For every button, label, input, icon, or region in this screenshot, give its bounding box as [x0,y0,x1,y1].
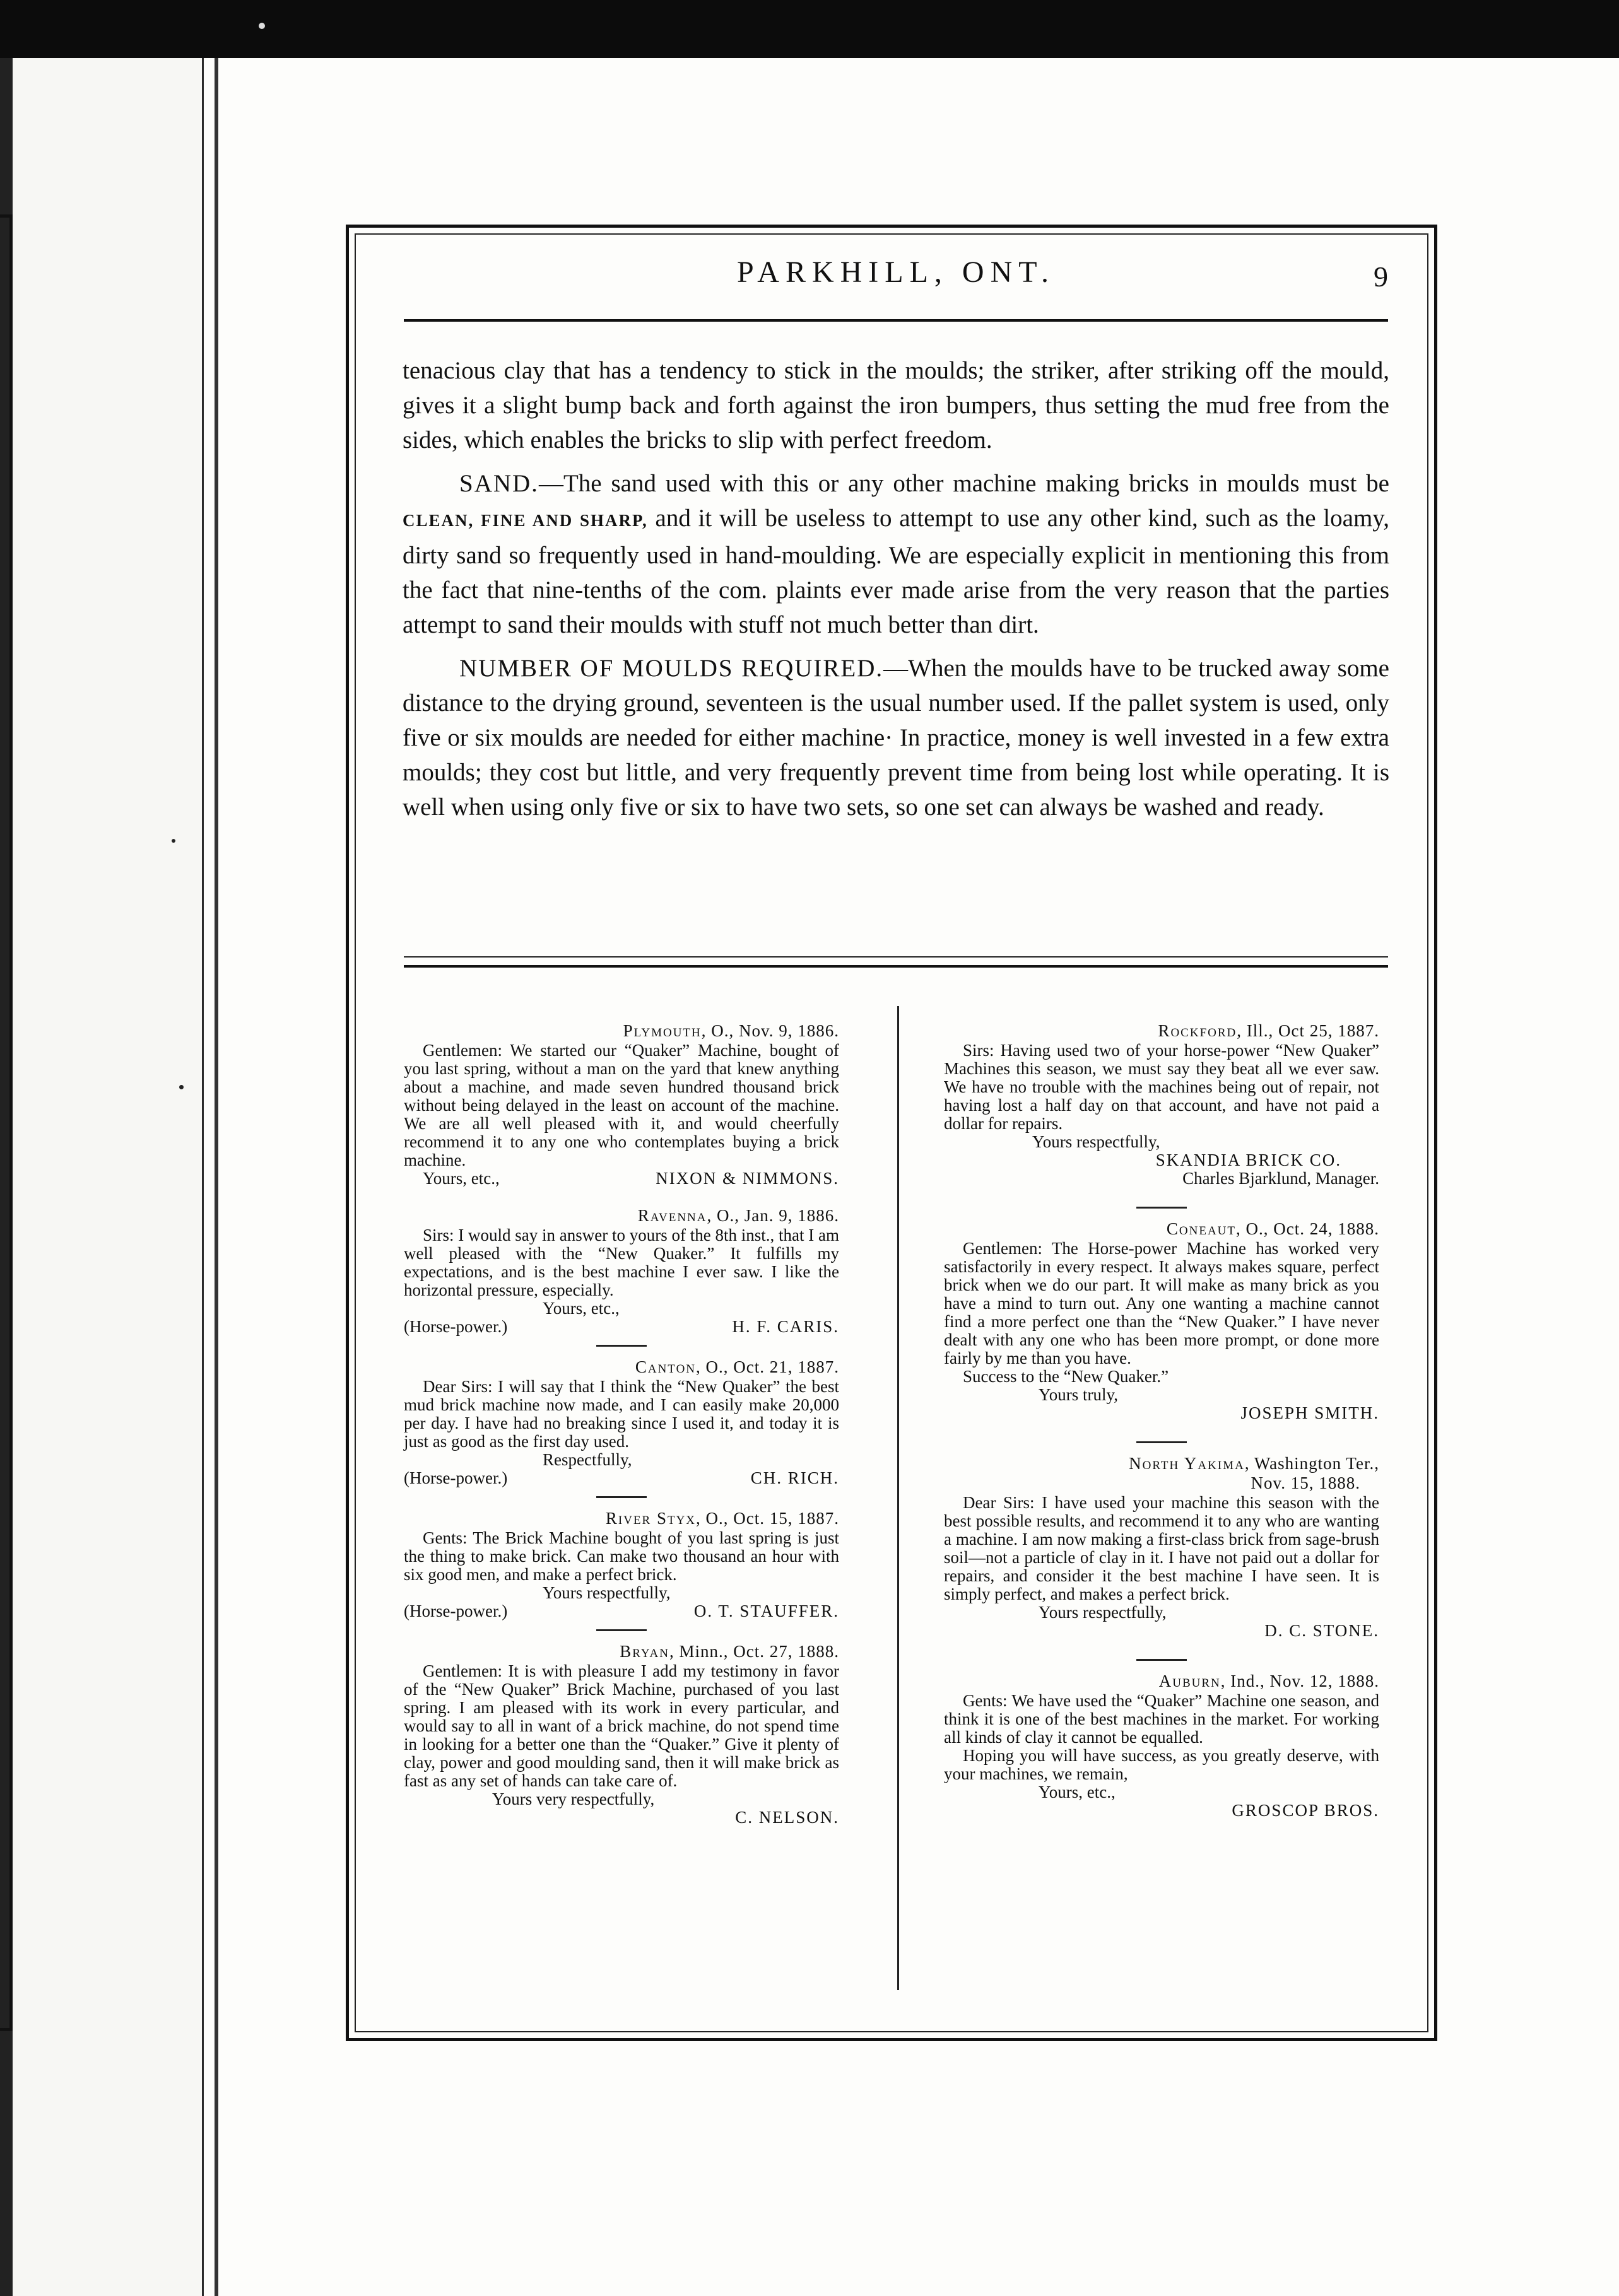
sand-text-b: and it will be useless to attempt to use any other kind, such as the loamy, dirty sand so frequently used in hand-moulding. We are especially explicit in mentioning this from the fact that nine-tenths of the com. plaints ever made arise from the very reason that the parties attempt to sand their moulds with stuff not much better than dirt. [403,505,1389,638]
testimonial [404,1509,839,1620]
testimonial [944,1220,1379,1422]
testimonial [404,1643,839,1827]
page-title: PARKHILL, ONT. [736,255,1055,289]
testimonial-text: Dear Sirs: I have used your machine this season with the best possible results, and recommend it to any who are wanting a machine. I am now making a first-class brick from sage-brush soil—not a particle of clay in it. I have not paid out a dollar for repairs, and consider it the best machine I have seen. It is simply perfect, and makes a perfect brick. [944,1493,1379,1603]
signature-line [404,1169,839,1188]
signer: SKANDIA BRICK CO. [1155,1151,1341,1169]
note: (Horse-power.) [404,1602,508,1620]
signer: JOSEPH SMITH. [1240,1403,1379,1422]
dateline: Coneaut, O., Oct. 24, 1888. [1166,1219,1379,1238]
paragraph-clay: tenacious clay that has a tendency to stick in the moulds; the striker, after striking off the mould, gives it a slight bump back and forth against the iron bumpers, thus setting the mud free from the sides, which enables the bricks to slip with perfect freedom. [403,357,1389,454]
dateline: Plymouth, O., Nov. 9, 1886. [623,1021,839,1040]
closing: Success to the “New Quaker.” [963,1367,1169,1386]
separator-dash [1136,1207,1187,1209]
dateline: North Yakima, Washington Ter., [1129,1454,1379,1473]
testimonial-text: Gents: We have used the “Quaker” Machine one season, and think it is one of the best machines in the market. For working all kinds of clay it cannot be equalled. [944,1691,1379,1747]
signature-line [404,1469,839,1487]
separator-dash [596,1629,647,1631]
testimonial-text: Gentlemen: We started our “Quaker” Machine, bought of you last spring, without a man on the yard that knew anything about a machine, and made seven hundred thousand brick without being delayed in the least on account of the machine. We are all well pleased with it, and would cheerfully recommend it to any one who contemplates buying a brick machine. [404,1041,839,1169]
note: (Horse-power.) [404,1317,508,1336]
testimonial [404,1207,839,1336]
header-rule [404,319,1388,322]
dateline: Canton, O., Oct. 21, 1887. [635,1357,839,1376]
testimonial-text: Gents: The Brick Machine bought of you last spring is just the thing to make brick. Can make two thousand an hour with six good men, and make a perfect brick. [404,1528,839,1584]
testimonial-text: Sirs: I would say in answer to yours of the 8th inst., that I am well pleased with the “New Quaker.” It fulfills my expectations, and is the best machine I ever saw. I like the horizontal pressure, especially. [404,1226,839,1299]
testimonial [944,1022,1379,1188]
signer: D. C. STONE. [1264,1621,1379,1640]
testimonial-text: Gentlemen: It is with pleasure I add my testimony in favor of the “New Quaker” Brick Machine, purchased of you last spring. I am pleased with its work in every particular, and would say to all in want of a brick machine, do not spend time in looking for a better one than the “Quaker.” Give it plenty of clay, power and good moulding sand, then it will make brick as fast as any set of hands can take care of. [404,1661,839,1790]
closing: Yours respectfully, [1032,1132,1160,1151]
testimonial-text-2: Hoping you will have success, as you greatly deserve, with your machines, we remain, [944,1746,1379,1783]
testimonials-right-column [944,1022,1379,1820]
moulds-text: —When the moulds have to be trucked away some distance to the drying ground, seventeen is the usual number used. If the pallet system is used, only five or six moulds are needed for either machine· In practice, money is well invested in a few extra moulds; they cost but little, and very frequently prevent time from being lost while operating. It is well when using only five or six to have two sets, so one set can always be washed and ready. [403,655,1389,821]
signer: H. F. CARIS. [732,1317,839,1336]
signer-title: Charles Bjarklund, Manager. [1182,1169,1379,1188]
body-text [403,353,1389,833]
closing: Yours, etc., [543,1299,620,1318]
sand-text-a: —The sand used with this or any other machine making bricks in moulds must be [538,470,1389,497]
signer: NIXON & NIMMONS. [656,1169,839,1188]
closing-2: Yours truly, [1039,1385,1119,1404]
testimonials-rule-top [404,956,1388,958]
facing-page-edge [13,58,204,2296]
dateline: River Styx, O., Oct. 15, 1887. [605,1509,839,1528]
testimonial-text: Gentlemen: The Horse-power Machine has worked very satisfactorily in every respect. It always makes square, perfect brick when we do our part. It will make as many brick as you have a mind to turn out. Any one wanting a machine cannot find a more perfect one than the “New Quaker.” I have never dealt with any one who has been more prompt, or done more fairly by me than you have. [944,1239,1379,1368]
testimonial-text: Sirs: Having used two of your horse-power “New Quaker” Machines this season, we must say they beat all we ever saw. We have no trouble with the machines being out of repair, not having lost a half day on that account, and have not paid a dollar for repairs. [944,1041,1379,1133]
closing: Yours, etc., [423,1169,500,1188]
book-binding-line [215,58,218,2296]
signer: GROSCOP BROS. [1232,1801,1379,1820]
note: (Horse-power.) [404,1468,508,1487]
dateline: Rockford, Ill., Oct 25, 1887. [1158,1021,1379,1040]
signer: CH. RICH. [750,1468,839,1487]
separator-dash [596,1496,647,1498]
testimonial [944,1455,1379,1640]
signer: C. NELSON. [735,1808,839,1827]
testimonials-rule-bottom [404,965,1388,968]
testimonial [944,1672,1379,1820]
closing: Yours, etc., [1039,1783,1116,1801]
running-head [404,255,1388,305]
scan-top-edge [0,0,1619,58]
facing-page-frame [0,214,13,2031]
testimonial [404,1022,839,1188]
paragraph-moulds [403,651,1389,824]
section-heading-moulds: NUMBER OF MOULDS REQUIRED. [459,655,884,682]
scan-speck [259,23,265,29]
dateline: Auburn, Ind., Nov. 12, 1888. [1158,1672,1379,1690]
separator-dash [1136,1441,1187,1443]
dateline-2: Nov. 15, 1888. [1251,1473,1360,1492]
separator-dash [596,1345,647,1347]
testimonial [404,1358,839,1487]
dateline: Bryan, Minn., Oct. 27, 1888. [620,1642,839,1661]
testimonials-left-column [404,1022,839,1827]
sand-emphasis: CLEAN, FINE AND SHARP, [403,511,648,530]
page-number: 9 [1374,261,1388,293]
signer: O. T. STAUFFER. [693,1602,839,1620]
closing: Yours respectfully, [1039,1603,1167,1622]
dateline: Ravenna, O., Jan. 9, 1886. [637,1206,839,1225]
separator-dash [1136,1659,1187,1661]
spacer [404,1188,839,1207]
closing: Yours respectfully, [543,1583,671,1602]
signature-line [404,1318,839,1336]
closing: Respectfully, [543,1450,632,1469]
testimonial-text: Dear Sirs: I will say that I think the “New Quaker” the best mud brick machine now made, and I can easily make 20,000 per day. I have had no breaking since I used it, and today it is just as good as the first day used. [404,1377,839,1451]
paragraph-sand [403,466,1389,642]
section-heading-sand: SAND. [459,470,539,497]
closing: Yours very respectfully, [492,1789,655,1808]
scan-speck [179,1085,184,1089]
signature-line [404,1602,839,1620]
column-divider [897,1006,899,1990]
scan-speck [172,839,175,843]
